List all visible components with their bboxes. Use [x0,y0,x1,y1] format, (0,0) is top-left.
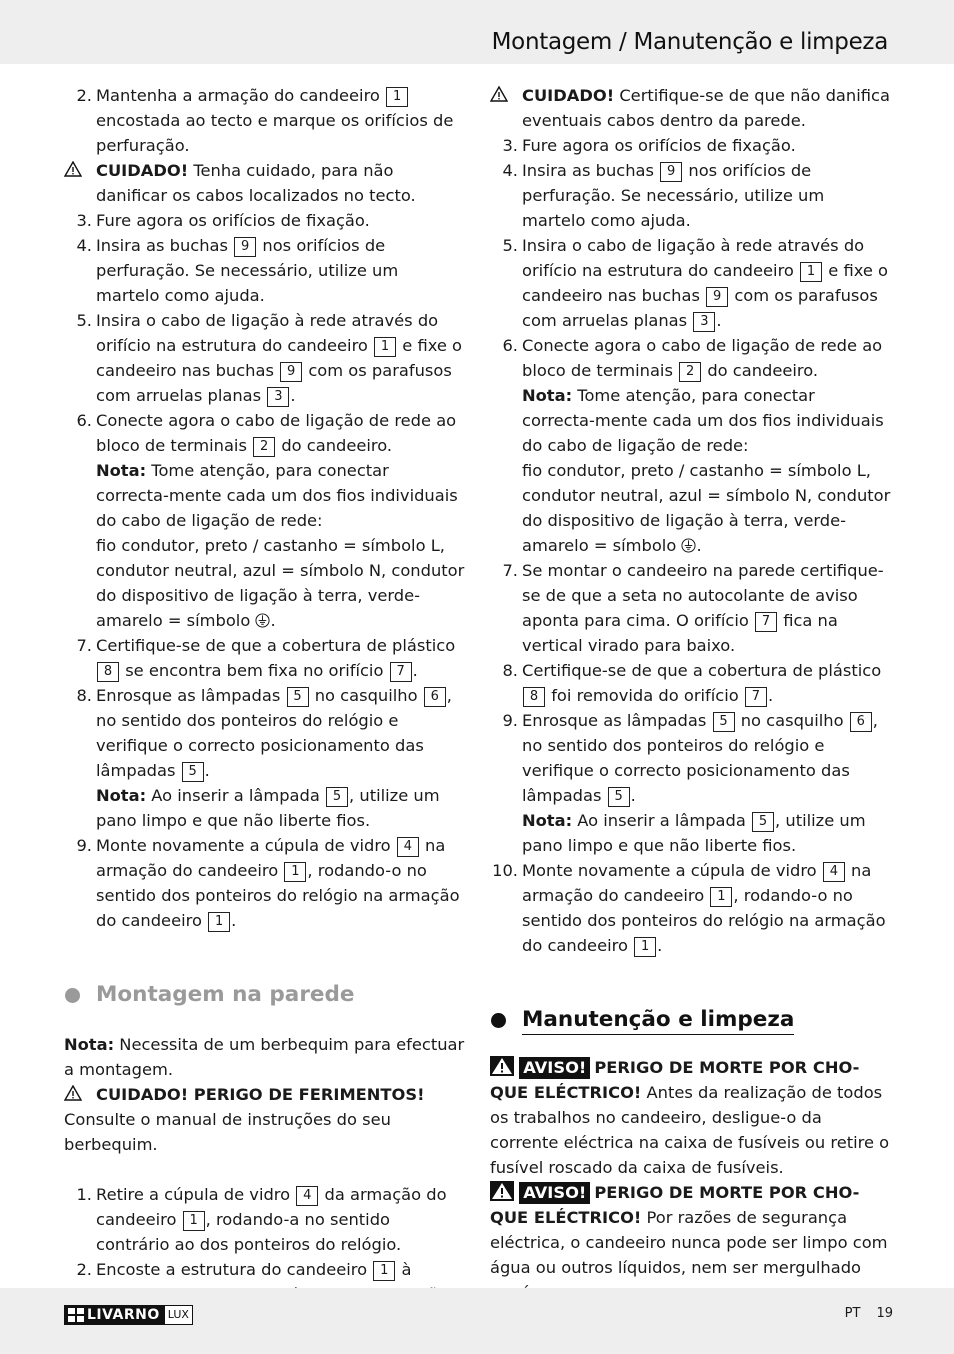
list-item: 4. Insira as buchas 9 nos orifícios de perfuração. Se necessário, utilize um martelo como ajuda. [76,236,399,305]
list-item: 1. Retire a cúpula de vidro 4 da armação do candeeiro 1 , rodando-a no sentido contrário ao dos ponteiros do relógio. [76,1185,447,1254]
warning-block: AVISO! PERIGO DE MORTE POR CHO-QUE ELÉCTRICO! Antes da realização de todos os trabalhos no candeeiro, desligue-o da corrente eléctrica na caixa de fusíveis ou retire o fusível roscado da caixa de fusíveis. [490,1058,890,1177]
page-header [0,0,954,64]
part-ref: 9 [706,287,728,307]
part-ref: 5 [287,687,309,707]
list-item: 9. Enrosque as lâmpadas 5 no casquilho 6 , no sentido dos ponteiros do relógio e verifique o correcto posicionamento das lâmpadas 5 . Nota: Ao inserir a lâmpada 5 , utilize um pano limpo e que não liberte fios. [502,711,878,855]
part-ref: 5 [182,762,204,782]
list-item: 9. Monte novamente a cúpula de vidro 4 na armação do candeeiro 1 , rodando-o no sentido dos ponteiros do relógio na armação do candeeiro 1 . [76,836,460,930]
ground-symbol-icon [681,538,696,553]
part-ref: 1 [374,337,396,357]
list-item: 5. Insira o cabo de ligação à rede através do orifício na estrutura do candeeiro 1 e fixe o candeeiro nas buchas 9 com os parafusos com arruelas planas 3 . [502,236,888,330]
warning-triangle-icon [64,161,82,177]
part-ref: 5 [608,787,630,807]
part-ref: 3 [693,312,715,332]
part-ref: 4 [397,837,419,857]
brand-logo: LIVARNO LUX [64,1305,193,1325]
part-ref: 1 [183,1211,205,1231]
page-title: Montagem / Manutenção e limpeza [491,29,888,55]
part-ref: 7 [745,687,767,707]
livarno-mark-icon [68,1308,84,1322]
part-ref: 6 [424,687,446,707]
list-item: 3. Fure agora os orifícios de fixação. [76,211,370,230]
wall-manual-note: Consulte o manual de instruções do seu berbequim. [64,1110,391,1154]
list-item: 2. Mantenha a armação do candeeiro 1 encostada ao tecto e marque os orifícios de perfuração. [76,86,454,155]
caution-note: CUIDADO! PERIGO DE FERIMENTOS! [64,1082,466,1107]
list-item: 4. Insira as buchas 9 nos orifícios de perfuração. Se necessário, utilize um martelo como ajuda. [502,161,825,230]
part-ref: 1 [710,887,732,907]
page-info [845,1306,893,1321]
left-column [64,83,466,1307]
bullet-icon [65,988,80,1003]
bullet-icon [491,1013,506,1028]
part-ref: 9 [234,237,256,257]
part-ref: 2 [253,437,275,457]
part-ref: 9 [280,362,302,382]
warning-triangle-icon [490,86,508,102]
part-ref: 8 [97,662,119,682]
part-ref: 8 [523,687,545,707]
list-item: 7. Se montar o candeeiro na parede certifique-se de que a seta no autocolante de aviso aponta para cima. O orifício 7 fica na vertical virado para baixo. [502,561,884,655]
list-item: 8. Enrosque as lâmpadas 5 no casquilho 6 , no sentido dos ponteiros do relógio e verifique o correcto posicionamento das lâmpadas 5 . Nota: Ao inserir a lâmpada 5 , utilize um pano limpo e que não liberte fios. [76,686,452,830]
language-code: PT [844,1306,861,1321]
list-item: 10. Monte novamente a cúpula de vidro 4 na armação do candeeiro 1 , rodando-o no sentido dos ponteiros do relógio na armação do candeeiro 1 . [492,861,886,955]
warning-triangle-icon [490,1181,514,1201]
caution-note: CUIDADO! Tenha cuidado, para não danificar os cabos localizados no tecto. [64,158,466,208]
part-ref: 5 [326,787,348,807]
part-ref: 2 [679,362,701,382]
list-item: 3. Fure agora os orifícios de fixação. [502,136,796,155]
part-ref: 7 [755,612,777,632]
part-ref: 9 [660,162,682,182]
list-item: 5. Insira o cabo de ligação à rede através do orifício na estrutura do candeeiro 1 e fixe o candeeiro nas buchas 9 com os parafusos com arruelas planas 3 . [76,311,462,405]
list-item: 2. Encoste a estrutura do candeeiro 1 à [76,1260,412,1279]
part-ref: 1 [386,87,408,107]
part-ref: 7 [390,662,412,682]
part-ref: 5 [752,812,774,832]
wall-note: Nota: Necessita de um berbequim para efectuar a montagem. [64,1035,465,1079]
part-ref: 4 [296,1186,318,1206]
list-item: 8. Certifique-se de que a cobertura de plástico 8 foi removida do orifício 7 . [502,661,882,705]
part-ref: 1 [634,937,656,957]
part-ref: 3 [267,387,289,407]
caution-note: CUIDADO! Certifique-se de que não danifica eventuais cabos dentro da parede. [490,83,892,133]
right-column [490,83,892,1305]
part-ref: 5 [713,712,735,732]
list-item: 7. Certifique-se de que a cobertura de plástico 8 se encontra bem fixa no orifício 7 . [76,636,456,680]
warning-triangle-icon [64,1085,82,1101]
page-number: 19 [876,1306,893,1321]
ground-symbol-icon [255,613,270,628]
section-heading-maintenance: Manutenção e limpeza [490,1005,892,1035]
section-heading-wall-mount: Montagem na parede [64,980,466,1010]
part-ref: 6 [850,712,872,732]
list-item: 6. Conecte agora o cabo de ligação de rede ao bloco de terminais 2 do candeeiro. Nota: Tome atenção, para conectar correcta-mente cada um dos fios individuais do cabo de ligação de rede: fio condutor, preto / castanho = símbolo L, condutor neutral, azul = símbolo N, condutor do dispositivo de ligação à terra, verde-amarelo = símbolo . [76,411,465,630]
warning-block: AVISO! PERIGO DE MORTE POR CHO-QUE ELÉCTRICO! Por razões de segurança eléctrica, o candeeiro nunca pode ser limpo com água ou outros líquidos, nem ser mergulhado [490,1183,888,1277]
part-ref: 1 [800,262,822,282]
warning-triangle-icon [490,1056,514,1076]
part-ref: 1 [208,912,230,932]
part-ref: 4 [823,862,845,882]
part-ref: 1 [284,862,306,882]
part-ref: 1 [373,1261,395,1281]
list-item: 6. Conecte agora o cabo de ligação de rede ao bloco de terminais 2 do candeeiro. Nota: Tome atenção, para conectar correcta-mente cada um dos fios individuais do cabo de ligação de rede: fio condutor, preto / castanho = símbolo L, condutor neutral, azul = símbolo N, condutor do dispositivo de ligação à terra, verde-amarelo = símbolo . [502,336,891,555]
